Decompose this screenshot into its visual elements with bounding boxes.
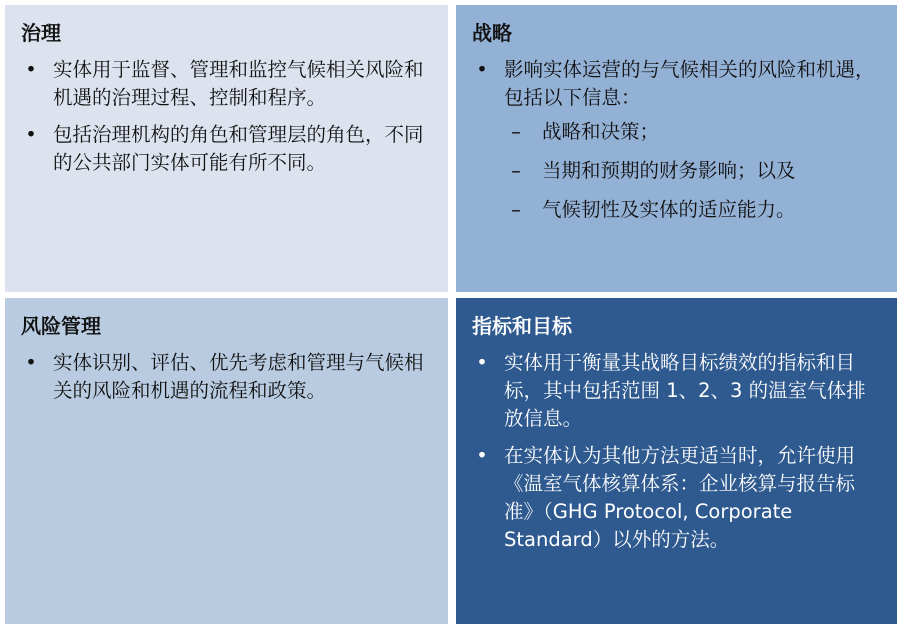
metrics-targets-bullet-1 [472,349,883,433]
governance-bullet-1-text: 实体用于监督、管理和监控气候相关风险和机遇的治理过程、控制和程序。 [53,58,424,109]
risk-management-panel [5,298,448,624]
governance-title: 治理 [21,21,61,45]
risk-management-title: 风险管理 [21,314,101,338]
metrics-targets-panel [456,298,897,624]
bullet-icon: • [476,351,488,374]
strategy-bullet-1 [472,56,883,224]
strategy-subbullet-2-text: 当期和预期的财务影响；以及 [542,159,796,182]
metrics-targets-bullet-2 [472,442,883,554]
dash-icon: – [511,159,521,182]
governance-panel [5,5,448,292]
dash-icon: – [511,198,521,221]
dash-icon: – [511,120,521,143]
metrics-targets-bullet-1-text: 实体用于衡量其战略目标绩效的指标和目标，其中包括范围 1、2、3 的温室气体排放信息。 [504,351,866,430]
strategy-subbullet-3-text: 气候韧性及实体的适应能力。 [542,198,796,221]
strategy-subbullet-1 [504,118,883,146]
strategy-subbullet-2 [504,157,883,185]
strategy-panel [456,5,897,292]
bullet-icon: • [476,444,488,467]
strategy-bullet-1-text: 影响实体运营的与气候相关的风险和机遇，包括以下信息： [504,58,875,109]
strategy-title: 战略 [472,21,512,45]
metrics-targets-bullet-2-text: 在实体认为其他方法更适当时，允许使用《温室气体核算体系：企业核算与报告标准》（GHG Protocol, Corporate Standard）以外的方法。 [504,444,856,551]
bullet-icon: • [476,58,488,81]
strategy-subbullets [504,118,883,224]
bullet-icon: • [25,123,37,146]
governance-bullet-1 [21,56,434,112]
strategy-subbullet-1-text: 战略和决策； [542,120,660,143]
risk-management-bullet-1 [21,349,434,405]
governance-bullet-2-text: 包括治理机构的角色和管理层的角色，不同的公共部门实体可能有所不同。 [53,123,424,174]
bullet-icon: • [25,58,37,81]
governance-bullet-2 [21,121,434,177]
bullet-icon: • [25,351,37,374]
strategy-subbullet-3 [504,196,883,224]
risk-management-bullet-1-text: 实体识别、评估、优先考虑和管理与气候相关的风险和机遇的流程和政策。 [53,351,424,402]
metrics-targets-title: 指标和目标 [472,314,572,338]
